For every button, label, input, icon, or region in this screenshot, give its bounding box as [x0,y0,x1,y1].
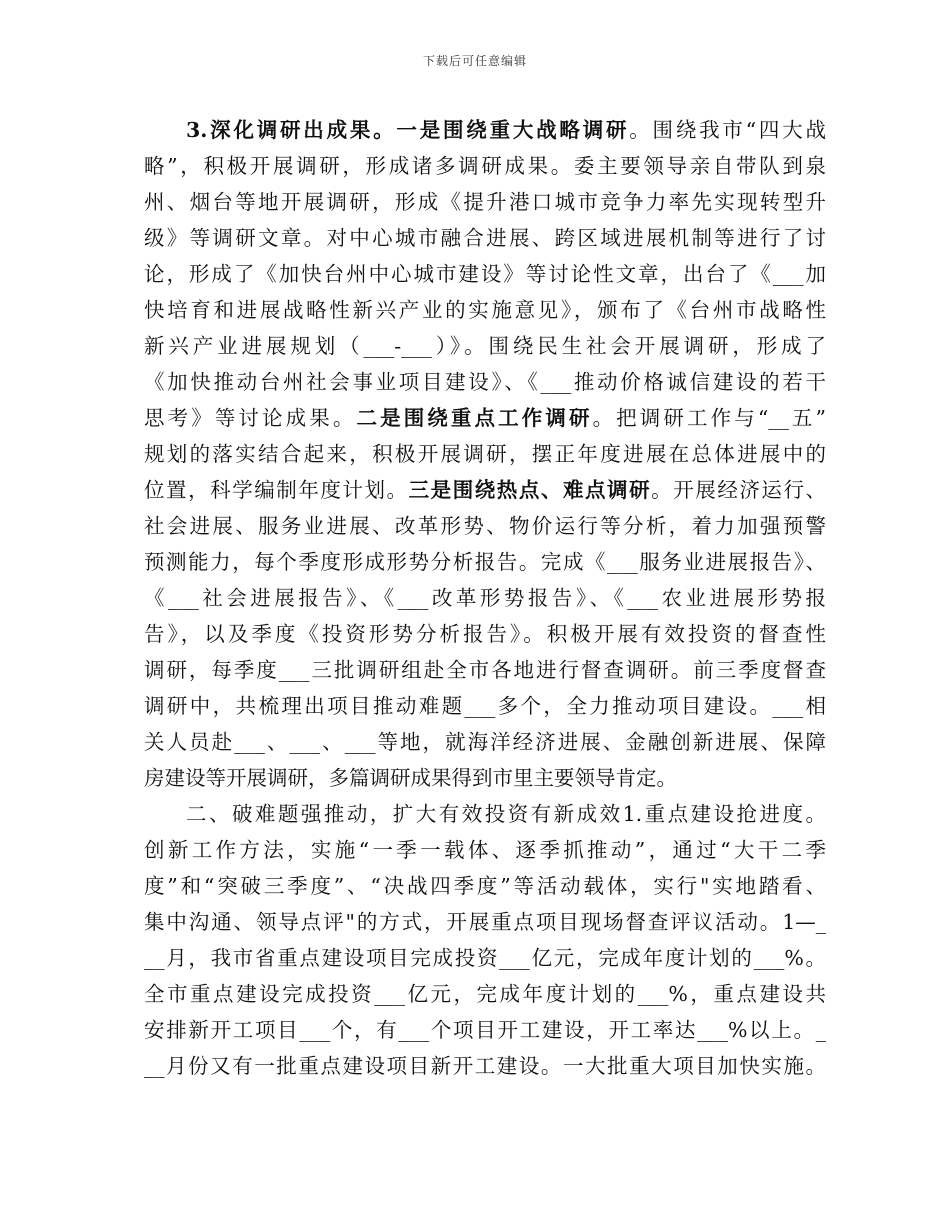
text-line [144,328,826,364]
text-run: __月，我市省重点建设项目完成投资___亿元，完成年度计划的___%。 [144,946,826,970]
text-line [144,472,826,508]
paragraph [144,112,826,796]
text-run: 调研中，共梳理出项目推动难题___多个，全力推动项目建设。___相 [144,694,826,718]
text-run: 安排新开工项目___个，有___个项目开工建设，开工率达___%以上。_ [144,1018,826,1042]
text-line [144,760,826,796]
text-line [144,832,826,868]
text-line [144,904,826,940]
text-run: 《___社会进展报告》、《___改革形势报告》、《___农业进展形势报 [144,586,826,610]
text-line [144,688,826,724]
text-run: 快培育和进展战略性新兴产业的实施意见》，颁布了《台州市战略性 [144,298,826,322]
text-run: 规划的落实结合起来，积极开展调研，摆正年度进展在总体进展中的 [144,442,826,466]
text-run: 告》，以及季度《投资形势分析报告》。积极开展有效投资的督查性 [144,622,826,646]
text-run: 集中沟通、领导点评"的方式，开展重点项目现场督查评议活动。1—_ [144,910,826,934]
bold-heading-run: 二是围绕重点工作调研 [356,406,593,430]
text-line [144,436,826,472]
text-line [144,724,826,760]
text-run: 创新工作方法，实施“一季一载体、逐季抓推动”，通过“大干二季 [144,838,826,862]
text-line [144,292,826,328]
text-run: 。开展经济运行、 [651,478,827,502]
text-run: 调研，每季度___三批调研组赴全市各地进行督查调研。前三季度督查 [144,658,826,682]
text-line [144,544,826,580]
text-run: 论，形成了《加快台州中心城市建设》等讨论性文章，出台了《___加 [144,262,826,286]
text-run: 全市重点建设完成投资___亿元，完成年度计划的___%，重点建设共 [144,982,826,1006]
text-run: 关人员赴___、___、___等地，就海洋经济进展、金融创新进展、保障 [144,730,826,754]
text-line [144,184,826,220]
text-run: 预测能力，每个季度形成形势分析报告。完成《___服务业进展报告》、 [144,550,826,574]
text-line [144,940,826,976]
text-run: 略”，积极开展调研，形成诸多调研成果。委主要领导亲自带队到泉 [144,154,826,178]
text-line [144,400,826,436]
text-run: __月份又有一批重点建设项目新开工建设。一大批重大项目加快实施。 [144,1054,826,1078]
bold-heading-run: 三是围绕热点、难点调研 [408,478,652,502]
text-line [144,868,826,904]
text-run: 。围绕我市“四大战 [629,118,827,142]
text-run: 二、破难题强推动，扩大有效投资有新成效1.重点建设抢进度。 [186,802,826,826]
text-run: 位置，科学编制年度计划。 [144,478,409,502]
text-line [144,796,826,832]
text-run: 思考》等讨论成果。 [144,406,357,430]
text-run: 度”和“突破三季度”、“决战四季度”等活动载体，实行"实地踏看、 [144,874,826,898]
text-line [144,652,826,688]
text-line [144,1048,826,1084]
text-run: 《加快推动台州社会事业项目建设》、《___推动价格诚信建设的若干 [144,370,826,394]
text-line [144,1012,826,1048]
text-line [144,580,826,616]
bold-heading-run: 3.深化调研出成果。一是围绕重大战略调研 [186,118,630,142]
text-line [144,364,826,400]
text-line [144,220,826,256]
text-line [144,976,826,1012]
text-run: 社会进展、服务业进展、改革形势、物价运行等分析，着力加强预警 [144,514,826,538]
text-line [144,112,826,148]
page-header: 下载后可任意编辑 [422,54,527,68]
document-body [144,112,826,1084]
text-run: 房建设等开展调研，多篇调研成果得到市里主要领导肯定。 [144,766,677,790]
text-line [144,256,826,292]
text-run: 新兴产业进展规划（___-___）》。围绕民生社会开展调研，形成了 [144,334,826,358]
paragraph [144,796,826,1084]
text-line [144,616,826,652]
text-run: 。把调研工作与“__五” [592,406,827,430]
text-run: 级》等调研文章。对中心城市融合进展、跨区域进展机制等进行了讨 [144,226,826,250]
text-line [144,508,826,544]
text-line [144,148,826,184]
text-run: 州、烟台等地开展调研，形成《提升港口城市竞争力率先实现转型升 [144,190,826,214]
